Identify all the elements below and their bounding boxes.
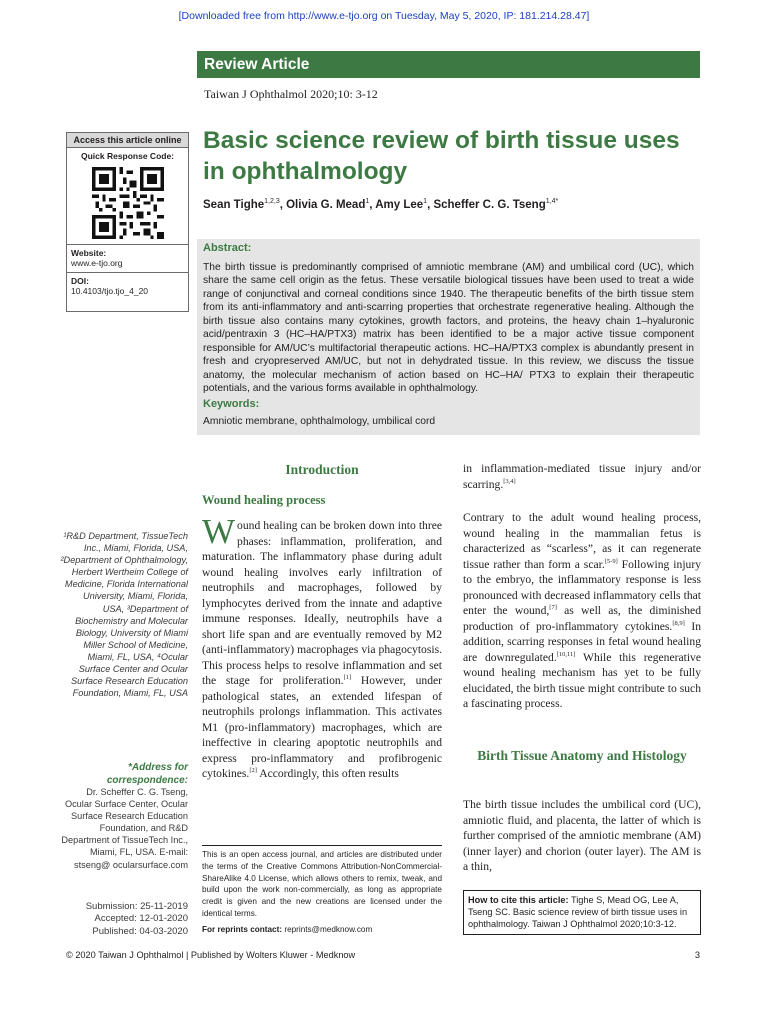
article-dates bbox=[60, 901, 188, 938]
journal-reference: Taiwan J Ophthalmol 2020;10: 3-12 bbox=[204, 87, 378, 101]
abstract-box bbox=[197, 239, 700, 435]
submission-date: Submission: 25-11-2019 bbox=[85, 901, 188, 912]
page-footer: © 2020 Taiwan J Ophthalmol | Published by Wolters Kluwer - Medknow bbox=[66, 950, 356, 960]
how-to-cite-box bbox=[463, 890, 701, 935]
website-label: Website: bbox=[71, 248, 107, 258]
body-column-left bbox=[202, 512, 443, 782]
article-type-banner: Review Article bbox=[197, 51, 700, 78]
qr-code-icon[interactable] bbox=[92, 167, 164, 239]
access-online-box bbox=[66, 132, 189, 312]
doi-label: DOI: bbox=[71, 276, 89, 286]
citation-ref[interactable]: [5-9] bbox=[604, 557, 618, 565]
author-name: Sean Tighe bbox=[203, 198, 265, 211]
reprints-email[interactable]: reprints@medknow.com bbox=[282, 925, 373, 934]
author-name: Amy Lee bbox=[375, 198, 424, 211]
website-field bbox=[67, 245, 188, 272]
doi-field bbox=[67, 273, 188, 300]
citation-ref[interactable]: [2] bbox=[249, 767, 257, 775]
drop-cap: W bbox=[202, 512, 236, 551]
paragraph: Contrary to the adult wound healing process, wound healing in the mammalian fetus is characterized as “scarless”, as it can regenerate tissue rather than form a scar.[5-9] Following injury to the embryo, the inflammatory response is less pronounced with decreased inflammatory cells that enter the wound,[7] as well as, the diminished production of pro-inflammatory cytokines.[8,9] In addition, scarring responses in fetal wound healing are downregulated.[10,11] While this regenerative wound healing mechanism has yet to be fully elucidated, the birth tissue might contribute to such a fascinating process. bbox=[463, 511, 701, 710]
published-date: Published: 04-03-2020 bbox=[92, 925, 188, 937]
affiliations: ¹R&D Department, TissueTech Inc., Miami, Florida, USA, ²Department of Ophthalmology, Herbert Wertheim College of Medicine, Florida International University, Miami, Florida, USA, ³Department of Biochemistry and Molecular Biology, University of Miami Miller School of Medicine, Miami, FL, USA, ⁴Ocular Surface Center and Ocular Surface Research Education Foundation, Miami, FL, USA bbox=[60, 531, 188, 699]
author-name: Scheffer C. G. Tseng bbox=[433, 198, 546, 211]
doi-link[interactable]: 10.4103/tjo.tjo_4_20 bbox=[71, 286, 149, 296]
paragraph: in inflammation-mediated tissue injury and/or scarring.[3,4] bbox=[463, 462, 701, 491]
author-affiliation: 1,4* bbox=[545, 198, 559, 205]
citation-ref[interactable]: [10,11] bbox=[556, 650, 576, 658]
open-access-notice: This is an open access journal, and articles are distributed under the terms of the Creative Commons Attribution-NonCommercial-ShareAlike 4.0 License, which allows others to remix, tweak, and build upon the work non-commercially, as long as appropriate credit is given and the new creations are licensed under the identical terms. bbox=[202, 845, 442, 920]
accepted-date: Accepted: 12-01-2020 bbox=[94, 913, 188, 925]
author-affiliation: 1 bbox=[365, 198, 370, 205]
author-affiliation: 1 bbox=[423, 198, 428, 205]
body-column-right-lower bbox=[463, 797, 701, 875]
cite-text: Tighe S, Mead OG, Lee A, Tseng SC. Basic science review of birth tissue uses in ophthalmology. Taiwan J Ophthalmol 2020;10:3-12. bbox=[468, 895, 688, 930]
download-notice: [Downloaded free from http://www.e-tjo.org on Tuesday, May 5, 2020, IP: 181.214.28.47] bbox=[178, 10, 590, 22]
citation-ref[interactable]: [7] bbox=[549, 604, 557, 612]
page-number: 3 bbox=[694, 950, 700, 960]
website-link[interactable]: www.e-tjo.org bbox=[71, 258, 123, 268]
introduction-heading: Introduction bbox=[285, 462, 359, 477]
author-list: Sean Tighe$^{1,2,3}$, Olivia G. Mead$^1$, Amy Lee$^1$, Scheffer C. G. Tseng$^{1,4*}$ bbox=[203, 198, 559, 211]
keywords-text: Amniotic membrane, ophthalmology, umbilical cord bbox=[203, 416, 436, 427]
citation-ref[interactable]: [8,9] bbox=[672, 619, 685, 627]
correspondence-address: Dr. Scheffer C. G. Tseng, Ocular Surface Center, Ocular Surface Research Education Foundation, and R&D Department of TissueTech Inc., Miami, FL, USA. E-mail: stseng@ ocularsurface.com bbox=[61, 787, 188, 870]
article-title: Basic science review of birth tissue uses in ophthalmology bbox=[203, 127, 680, 185]
author-name: Olivia G. Mead bbox=[286, 198, 366, 211]
correspondence-label: *Address for correspondence: bbox=[106, 762, 188, 786]
reprints-label: For reprints contact: bbox=[202, 925, 283, 934]
wound-healing-heading: Wound healing process bbox=[202, 493, 326, 507]
paragraph: Wound healing can be broken down into three phases: inflammation, proliferation, and maturation. The inflammatory phase during adult wound healing involves early infiltration of neutrophils and macrophages, followed by lymphocytes derived from the innate and adaptive immune responses. Ideally, neutrophils have a short life span and are eventually removed by M2 (anti-inflammatory) macrophages via phagocytosis. This process helps to resolve inflammation and set the stage for proliferation.[1] However, under pathological states, an extended lifespan of neutrophils prolongs inflammation. This activates M1 (pro-inflammatory) macrophages, which are ineffective in clearing apoptotic neutrophils and express pro-inflammatory and profibrogenic cytokines.[2] Accordingly, this often results bbox=[202, 512, 443, 780]
author-affiliation: 1,2,3 bbox=[264, 198, 280, 205]
abstract-text: The birth tissue is predominantly comprised of amniotic membrane (AM) and umbilical cord (UC), which share the same cell origin as the fetus. These versatile biological tissues have been used to treat a wide range of conjunctival and corneal conditions since 1940. The therapeutic benefits of the birth tissue stem from its anti-inflammatory and anti-scarring properties that orchestrate regenerative healing. Although the birth tissue also contains many cytokines, growth factors, and proteins, the heavy chain 1–hyaluronic acid/pentraxin 3 (HC–HA/PTX3) matrix has been identified to be a major active tissue component responsible for AM/UC’s multifactorial therapeutic actions. HC–HA/PTX3 complex is abundantly present in fresh and cryopreserved AM/UC, but not in dehydrated tissue. In this review, we discuss the tissue anatomy, the molecular mechanism of action based on HC–HA/ PTX3 to explain their therapeutic potentials, and the various forms available in ophthalmology. bbox=[203, 261, 694, 394]
abstract-label: Abstract: bbox=[203, 242, 252, 254]
qr-label: Quick Response Code: bbox=[80, 151, 175, 161]
cite-label: How to cite this article: bbox=[468, 895, 569, 905]
body-column-right bbox=[463, 461, 701, 712]
access-box-heading: Access this article online bbox=[67, 133, 188, 148]
citation-ref[interactable]: [3,4] bbox=[503, 477, 516, 485]
birth-tissue-heading: Birth Tissue Anatomy and Histology bbox=[477, 748, 687, 763]
paragraph: The birth tissue includes the umbilical cord (UC), amniotic fluid, and placenta, the latter of which is further comprised of the amniotic membrane (AM) (inner layer) and chorion (outer layer). The AM is a thin, bbox=[463, 798, 701, 873]
reprints-contact bbox=[202, 925, 442, 934]
citation-ref[interactable]: [1] bbox=[343, 674, 352, 682]
keywords-label: Keywords: bbox=[203, 397, 260, 410]
